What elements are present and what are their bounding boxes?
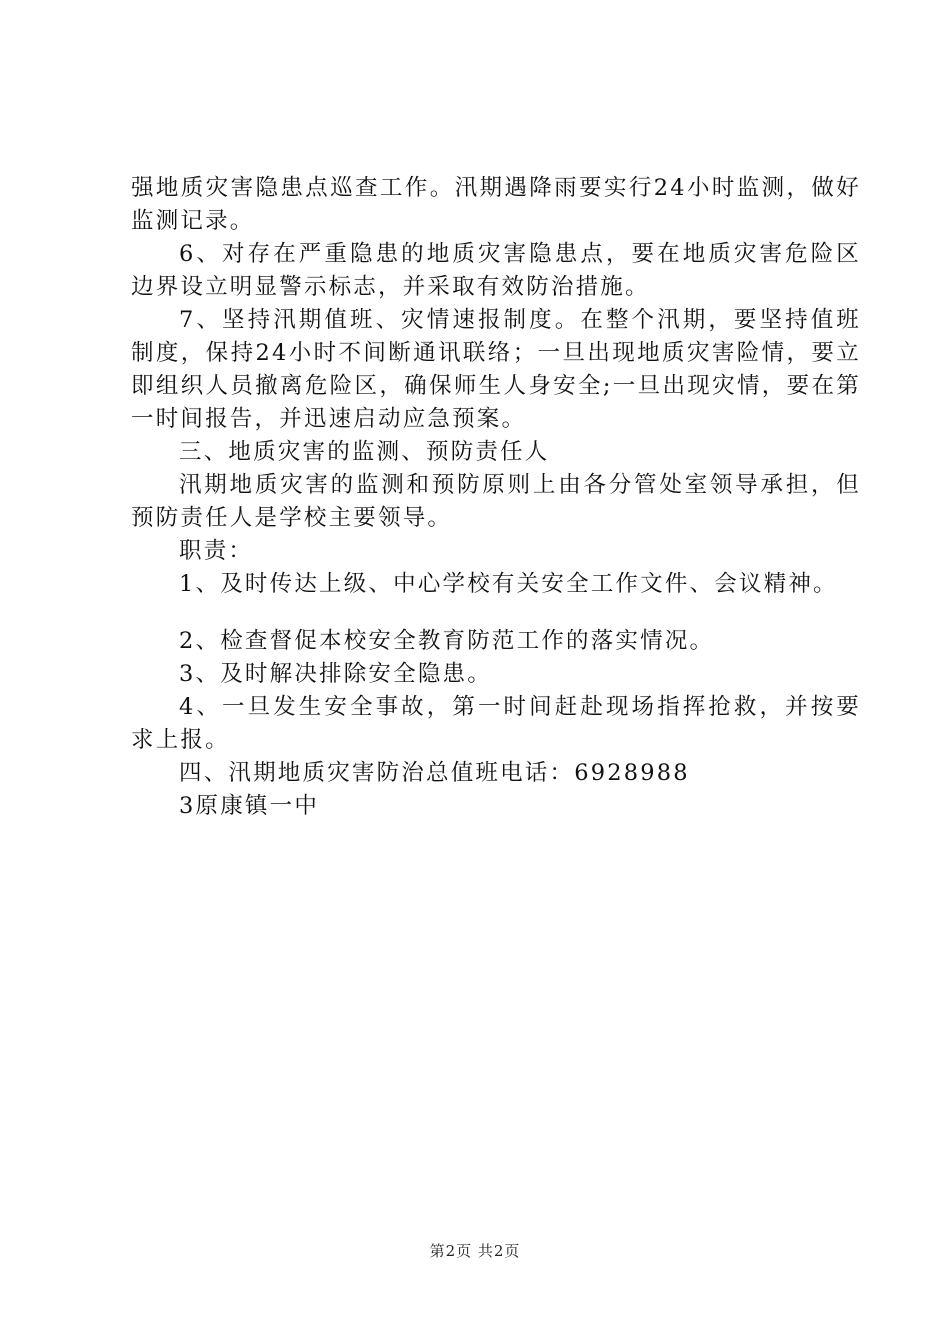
duty-item-3: 3、及时解决排除安全隐患。 (179, 661, 492, 687)
page-number-footer: 第2页 共2页 (429, 1242, 521, 1260)
paragraph-item-7: 7、坚持汛期值班、灾情速报制度。在整个汛期，要坚持值班制度，保持24小时不间断通讯联络；一旦出现地质灾害险情，要立即组织人员撤离危险区，确保师生人身安全;一旦出现灾情，要在第一时间报告，并迅速启动应急预案。 (131, 307, 861, 432)
duty-item-4: 4、一旦发生安全事故，第一时间赶赴现场指挥抢救，并按要求上报。 (131, 694, 861, 753)
school-signature: 3原康镇一中 (179, 793, 320, 819)
paragraph-item-6: 6、对存在严重隐患的地质灾害隐患点，要在地质灾害危险区边界设立明显警示标志，并采取有效防治措施。 (131, 241, 861, 300)
document-body (131, 172, 861, 823)
section-heading-3: 三、地质灾害的监测、预防责任人 (179, 439, 550, 465)
section-heading-4-phone: 四、汛期地质灾害防治总值班电话：6928988 (179, 760, 690, 786)
paragraph-continuation: 强地质灾害隐患点巡查工作。汛期遇降雨要实行24小时监测，做好监测记录。 (131, 175, 861, 234)
duties-label: 职责： (179, 538, 254, 564)
duty-item-2: 2、检查督促本校安全教育防范工作的落实情况。 (179, 628, 715, 654)
duty-item-1: 1、及时传达上级、中心学校有关安全工作文件、会议精神。 (179, 571, 838, 597)
paragraph-responsibility: 汛期地质灾害的监测和预防原则上由各分管处室领导承担，但预防责任人是学校主要领导。 (131, 472, 861, 531)
